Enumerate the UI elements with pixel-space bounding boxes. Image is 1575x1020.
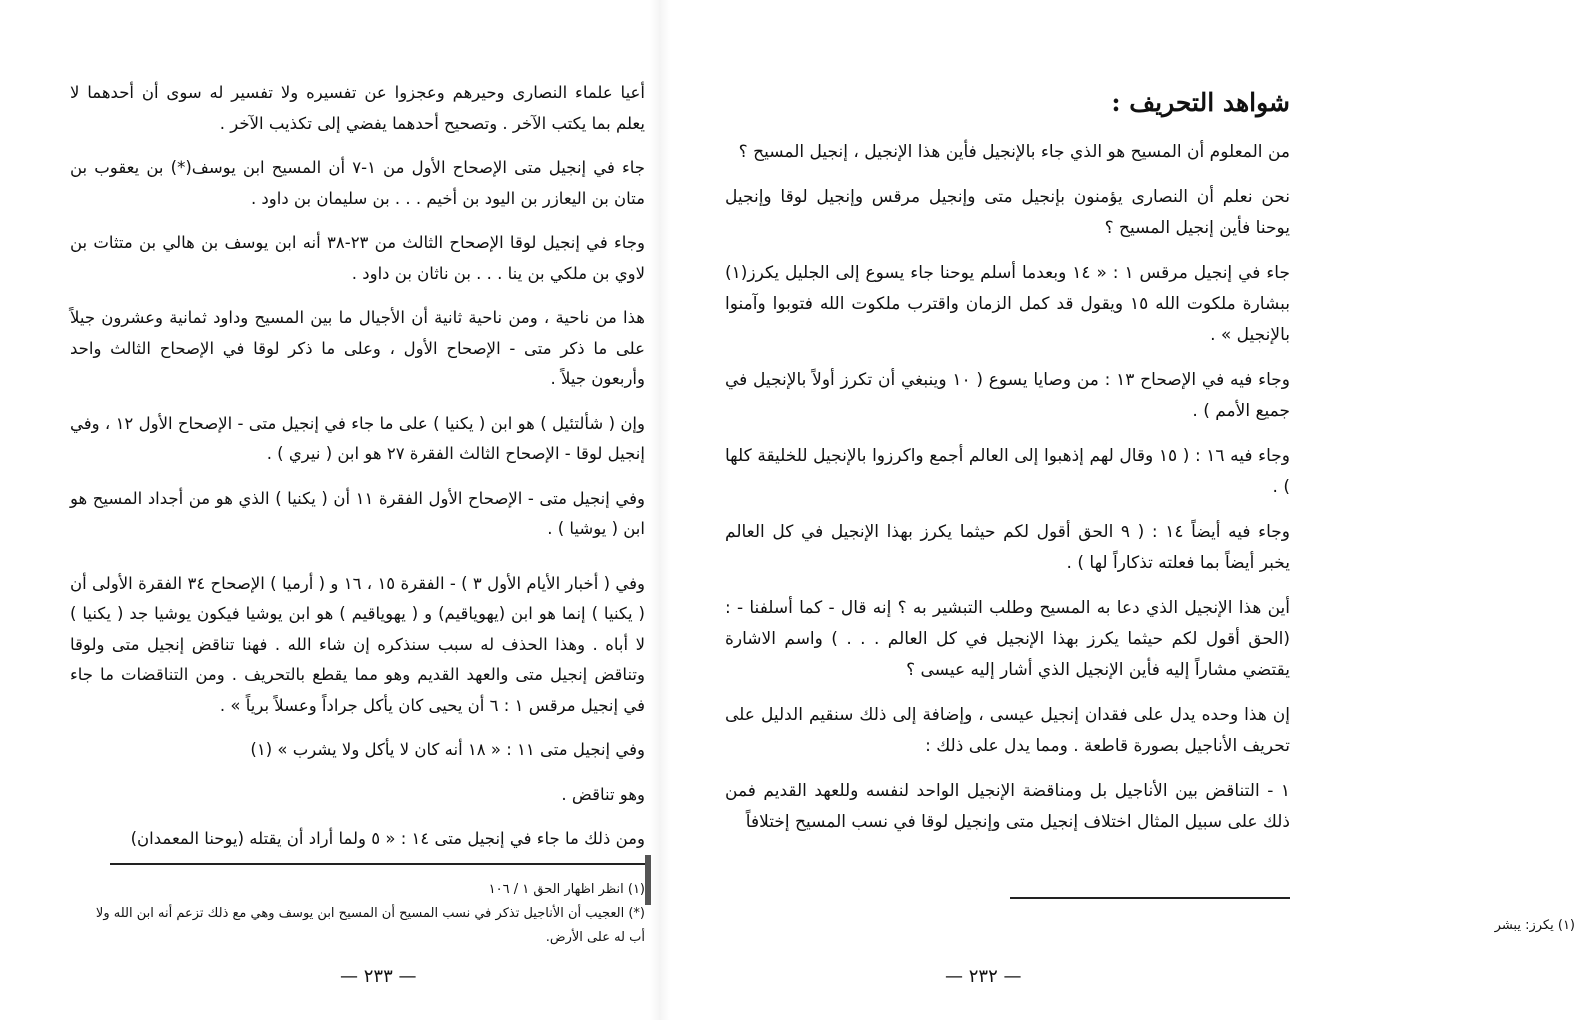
left-footnote-1: (١) انظر اظهار الحق ١ / ١٠٦ [488, 882, 645, 897]
right-paragraph-7: أين هذا الإنجيل الذي دعا به المسيح وطلب التبشير به ؟ إنه قال - كما أسلفنا - :(الحق أقول لكم حيثما يكرز بهذا الإنجيل في كل العالم . . . ) واسم الاشارة يقتضي مشاراً إليه فأين الإنجيل الذي أشار إليه عيسى ؟ [725, 598, 1290, 680]
right-footnote-rule [1010, 897, 1290, 899]
left-footnote-2: (*) العجيب أن الأناجيل تذكر في نسب المسيح أن المسيح ابن يوسف وهي مع ذلك تزعم أنه ابن الله ولا أب له على الأرض. [95, 906, 645, 945]
right-paragraph-5: وجاء فيه ١٦ : ( ١٥ وقال لهم إذهبوا إلى العالم أجمع واكرزوا بالإنجيل للخليقة كلها ) . [725, 446, 1290, 497]
section-title: شواهد التحريف : [1111, 88, 1290, 117]
right-paragraph-3: جاء في إنجيل مرقس ١ : « ١٤ وبعدما أسلم يوحنا جاء يسوع إلى الجليل يكرز(١) ببشارة ملكوت الله ١٥ ويقول قد كمل الزمان واقترب ملكوت الله فتوبوا وآمنوا بالإنجيل » . [725, 263, 1290, 345]
left-paragraph-3: وجاء في إنجيل لوقا الإصحاح الثالث من ٢٣-٣٨ أنه ابن يوسف بن هالي بن متثات بن لاوي بن ملكي بن ينا . . . بن ناثان بن داود . [70, 233, 645, 283]
left-paragraph-9: وهو تناقض . [561, 784, 645, 804]
right-footnote-1: (١) يكرز: يبشر [1494, 918, 1575, 933]
left-paragraph-4: هذا من ناحية ، ومن ناحية ثانية أن الأجيال ما بين المسيح وداود ثمانية وعشرون جيلاً على ما ذكر متى - الإصحاح الأول ، وعلى ما ذكر لوقا في الإصحاح الثالث واحد وأربعون جيلاً . [70, 308, 645, 388]
left-paragraph-10: ومن ذلك ما جاء في إنجيل متى ١٤ : « ٥ ولما أراد أن يقتله (يوحنا المعمدان) [130, 829, 645, 848]
right-paragraph-8: إن هذا وحده يدل على فقدان إنجيل عيسى ، وإضافة إلى ذلك سنقيم الدليل على تحريف الأناجيل بصورة قاطعة . ومما يدل على ذلك : [725, 705, 1290, 756]
scan-mark [645, 855, 651, 905]
left-footnotes [90, 878, 645, 950]
left-paragraph-1: أعيا علماء النصارى وحيرهم وعجزوا عن تفسيره ولا تفسير له سوى أن أحدهما لا يعلم بما يكتب الآخر . وتصحيح أحدهما يفضي إلى تكذيب الآخر . [70, 83, 645, 133]
right-paragraph-2: نحن نعلم أن النصارى يؤمنون بإنجيل متى وإنجيل مرقس وإنجيل لوقا وإنجيل يوحنا فأين إنجيل المسيح ؟ [725, 187, 1290, 238]
right-paragraph-6: وجاء فيه أيضاً ١٤ : ( ٩ الحق أقول لكم حيثما يكرز بهذا الإنجيل في كل العالم يخبر أيضاً بما فعلته تذكاراً لها ) . [725, 522, 1290, 573]
left-footnote-rule [110, 863, 645, 865]
left-page-number: — ٢٣٣ — [340, 966, 417, 987]
right-footnotes [1010, 914, 1575, 938]
right-page [660, 0, 1575, 1020]
left-page-body [70, 78, 645, 869]
left-paragraph-8: وفي إنجيل متى ١١ : « ١٨ أنه كان لا يأكل ولا يشرب » (١) [250, 740, 645, 759]
right-page-number: — ٢٣٢ — [945, 966, 1022, 987]
left-page [0, 0, 660, 1020]
right-paragraph-4: وجاء فيه في الإصحاح ١٣ : من وصايا يسوع ( ١٠ وينبغي أن تكرز أولاً بالإنجيل في جميع الأمم ) . [725, 370, 1291, 421]
right-page-body [725, 88, 1290, 852]
left-paragraph-2: جاء في إنجيل متى الإصحاح الأول من ١-٧ أن المسيح ابن يوسف(*) بن يعقوب بن متان بن اليعازر بن اليود بن أخيم . . . بن سليمان بن داود . [70, 158, 645, 208]
right-paragraph-1: من المعلوم أن المسيح هو الذي جاء بالإنجيل فأين هذا الإنجيل ، إنجيل المسيح ؟ [738, 142, 1290, 162]
right-paragraph-9: ١ - التناقض بين الأناجيل بل ومناقضة الإنجيل الواحد لنفسه وللعهد القديم فمن ذلك على سبيل المثال اختلاف إنجيل متى وإنجيل لوقا في نسب المسيح إختلافاً [725, 781, 1290, 832]
left-paragraph-6: وفي إنجيل متى - الإصحاح الأول الفقرة ١١ أن ( يكنيا ) الذي هو من أجداد المسيح هو ابن ( يوشيا ) . [70, 488, 645, 538]
left-paragraph-5: وإن ( شألتئيل ) هو ابن ( يكنيا ) على ما جاء في إنجيل متى - الإصحاح الأول ١٢ ، وفي إنجيل لوقا - الإصحاح الثالث الفقرة ٢٧ هو ابن ( نيري ) . [70, 413, 645, 463]
left-paragraph-7: وفي ( أخبار الأيام الأول ٣ ) - الفقرة ١٥ ، ١٦ و ( أرميا ) الإصحاح ٣٤ الفقرة الأولى أن ( يكنيا ) إنما هو ابن (يهوياقيم) و ( يهوياقيم ) هو ابن يوشيا فيكون يوشيا جد ( يكنيا ) لا أباه . وهذا الحذف له سبب سنذكره إن شاء الله . فهنا تناقض إنجيل متى ولوقا وتناقض إنجيل متى والعهد القديم وهو مما يقطع بالتحريف . ومن التناقضات ما جاء في إنجيل مرقس ١ : ٦ أن يحيى كان يأكل جراداً وعسلاً برياً » . [70, 573, 645, 715]
